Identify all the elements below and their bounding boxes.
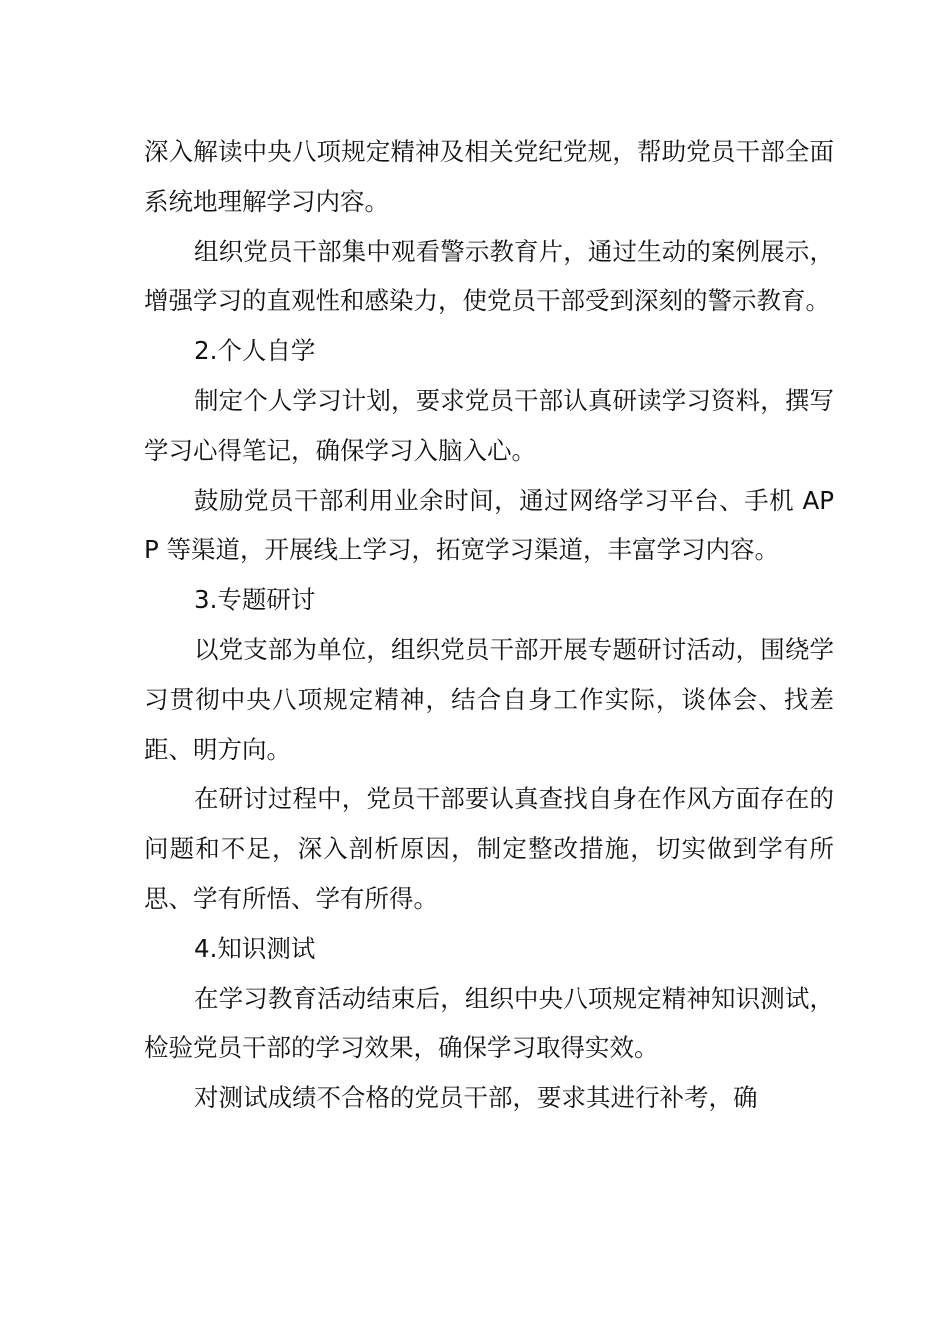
- section-heading-knowledge-test: 4.知识测试: [194, 933, 316, 963]
- paragraph-study-content: 深入解读中央八项规定精神及相关党纪党规，帮助党员干部全面系统地理解学习内容。: [144, 137, 834, 216]
- section-heading-seminar: 3.专题研讨: [194, 585, 316, 615]
- section-heading-self-study: 2.个人自学: [194, 336, 316, 366]
- paragraph-self-inspection: 在研讨过程中，党员干部要认真查找自身在作风方面存在的问题和不足，深入剖析原因，制定整改措施，切实做到学有所思、学有所悟、学有所得。: [144, 784, 834, 913]
- paragraph-knowledge-test: 在学习教育活动结束后，组织中央八项规定精神知识测试，检验党员干部的学习效果，确保学习取得实效。: [144, 983, 834, 1063]
- paragraph-retest: 对测试成绩不合格的党员干部，要求其进行补考，确: [194, 1083, 758, 1113]
- paragraph-warning-film: 组织党员干部集中观看警示教育片，通过生动的案例展示，增强学习的直观性和感染力，使党员干部受到深刻的警示教育。: [144, 236, 834, 316]
- document-body: [144, 127, 834, 1123]
- paragraph-online-learning: 鼓励党员干部利用业余时间，通过网络学习平台、手机 APP 等渠道，开展线上学习，拓宽学习渠道，丰富学习内容。: [144, 485, 834, 565]
- paragraph-study-plan: 制定个人学习计划，要求党员干部认真研读学习资料，撰写学习心得笔记，确保学习入脑入心。: [144, 385, 834, 465]
- paragraph-seminar-activity: 以党支部为单位，组织党员干部开展专题研讨活动，围绕学习贯彻中央八项规定精神，结合自身工作实际，谈体会、找差距、明方向。: [144, 634, 834, 764]
